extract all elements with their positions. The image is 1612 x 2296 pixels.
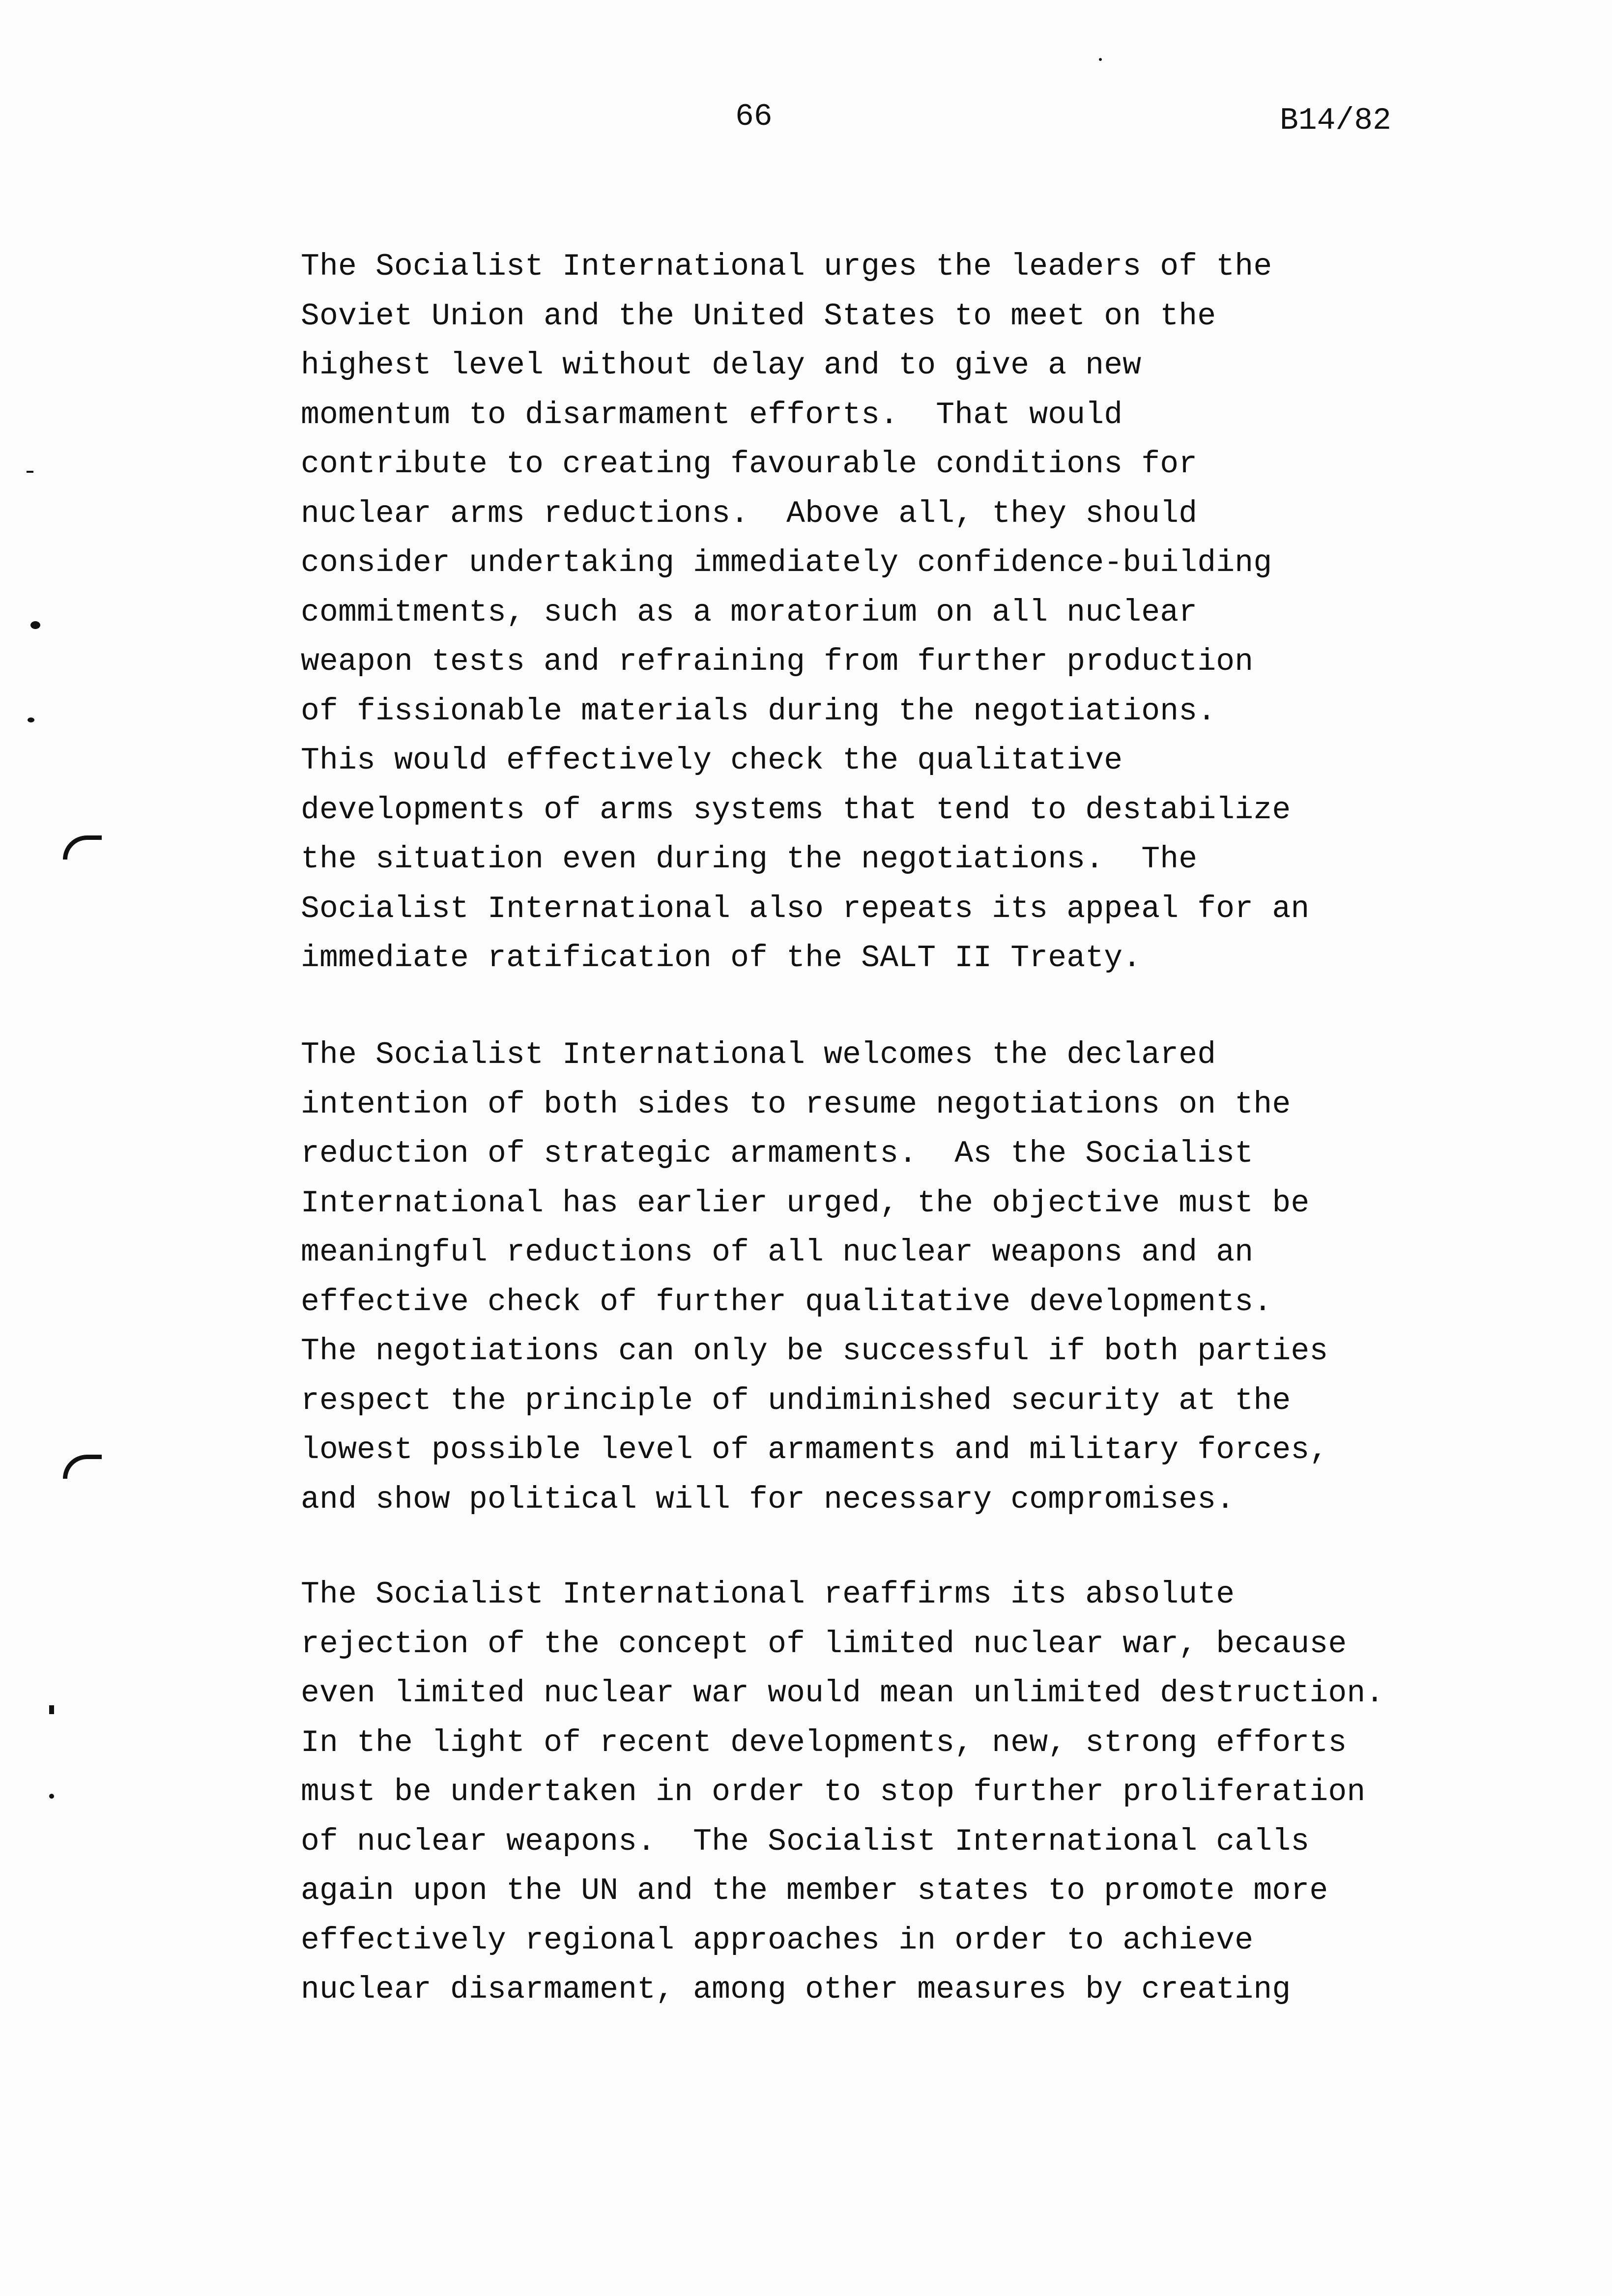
- text-line: respect the principle of undiminished security at the: [301, 1383, 1291, 1418]
- text-line: rejection of the concept of limited nuclear war, because: [301, 1626, 1347, 1662]
- document-reference: B14/82: [1280, 103, 1391, 138]
- text-line: The Socialist International urges the leaders of the: [301, 249, 1272, 284]
- text-line: meaningful reductions of all nuclear weapons and an: [301, 1235, 1254, 1270]
- binder-hole-mark: [63, 835, 102, 860]
- text-line: commitments, such as a moratorium on all nuclear: [301, 595, 1198, 630]
- paragraph-1: [301, 242, 1456, 983]
- text-line: lowest possible level of armaments and military forces,: [301, 1433, 1328, 1467]
- scan-speck: [49, 1705, 54, 1714]
- text-line: effectively regional approaches in order to achieve: [301, 1923, 1254, 1958]
- paragraph-3: [301, 1570, 1456, 2015]
- text-line: highest level without delay and to give a new: [301, 348, 1142, 383]
- scan-speck: [27, 471, 33, 473]
- text-line: nuclear arms reductions. Above all, they should: [301, 496, 1198, 531]
- text-line: The Socialist International reaffirms its absolute: [301, 1577, 1235, 1612]
- text-line: nuclear disarmament, among other measures by creating: [301, 1972, 1291, 2007]
- text-line: In the light of recent developments, new, strong efforts: [301, 1725, 1347, 1760]
- text-line: developments of arms systems that tend to destabilize: [301, 792, 1291, 828]
- text-line: consider undertaking immediately confidence-building: [301, 545, 1272, 580]
- text-line: and show political will for necessary compromises.: [301, 1482, 1235, 1517]
- text-line: of fissionable materials during the negotiations.: [301, 693, 1216, 729]
- text-line: the situation even during the negotiations. The: [301, 842, 1198, 877]
- text-line: Soviet Union and the United States to meet on the: [301, 298, 1216, 334]
- text-line: International has earlier urged, the objective must be: [301, 1185, 1310, 1221]
- text-line: contribute to creating favourable conditions for: [301, 447, 1198, 482]
- scan-speck: [49, 1794, 54, 1799]
- text-line: This would effectively check the qualitative: [301, 743, 1123, 778]
- text-line: Socialist International also repeats its appeal for an: [301, 891, 1310, 926]
- binder-hole-mark: [63, 1455, 102, 1479]
- page-number: 66: [735, 99, 773, 134]
- scan-speck: [1099, 58, 1102, 61]
- text-line: weapon tests and refraining from further production: [301, 644, 1254, 679]
- text-line: again upon the UN and the member states to promote more: [301, 1873, 1328, 1908]
- text-line: The Socialist International welcomes the declared: [301, 1037, 1216, 1072]
- text-line: of nuclear weapons. The Socialist International calls: [301, 1824, 1310, 1859]
- scan-speck: [28, 718, 34, 722]
- text-line: reduction of strategic armaments. As the Socialist: [301, 1136, 1254, 1171]
- paragraph-2: [301, 1031, 1456, 1524]
- scan-speck: [30, 621, 40, 629]
- text-line: momentum to disarmament efforts. That would: [301, 397, 1123, 432]
- text-line: even limited nuclear war would mean unlimited destruction.: [301, 1676, 1384, 1711]
- text-line: intention of both sides to resume negotiations on the: [301, 1087, 1291, 1122]
- text-line: effective check of further qualitative developments.: [301, 1284, 1272, 1320]
- text-line: must be undertaken in order to stop further proliferation: [301, 1775, 1366, 1809]
- text-line: The negotiations can only be successful if both parties: [301, 1334, 1328, 1369]
- text-line: immediate ratification of the SALT II Treaty.: [301, 941, 1142, 976]
